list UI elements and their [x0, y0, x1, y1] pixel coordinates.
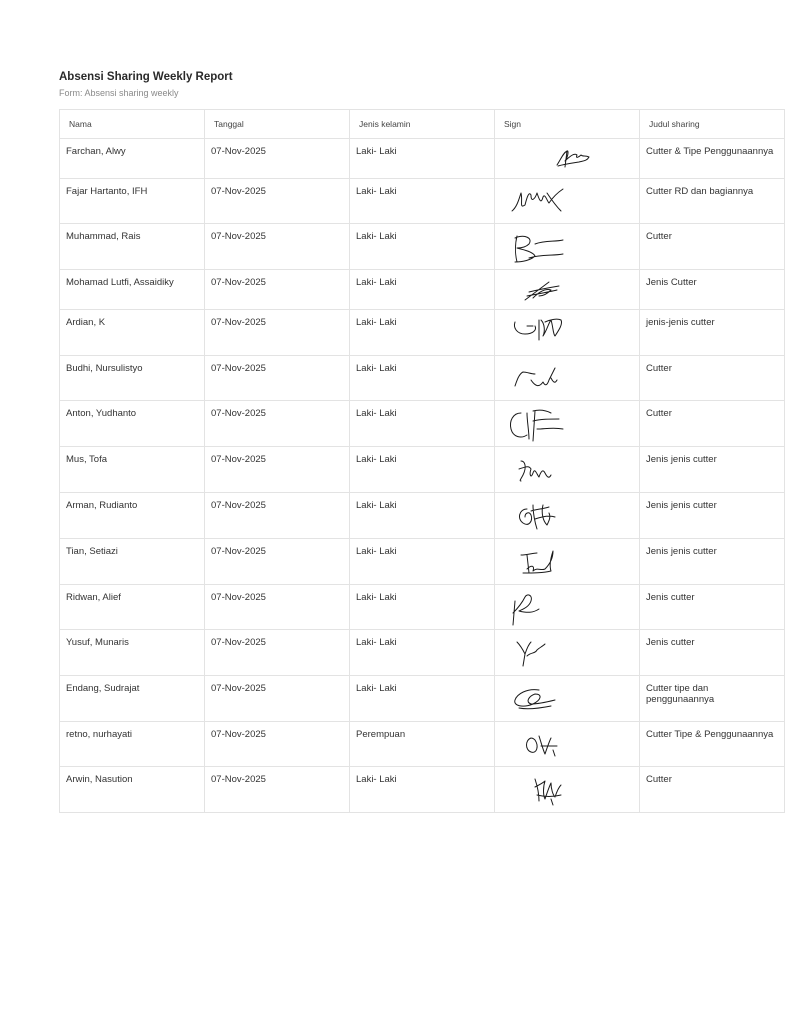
- table-row: [60, 310, 785, 356]
- cell-judul-sharing: Cutter: [640, 401, 785, 447]
- table-row: [60, 447, 785, 493]
- report-title: Absensi Sharing Weekly Report: [59, 71, 233, 83]
- cell-judul-sharing: Cutter RD dan bagiannya: [640, 179, 785, 224]
- column-header-judul-sharing: Judul sharing: [640, 110, 785, 139]
- cell-nama: Anton, Yudhanto: [60, 401, 205, 447]
- cell-sign: [495, 401, 640, 447]
- table-row: [60, 179, 785, 224]
- cell-sign: [495, 447, 640, 493]
- cell-jenis-kelamin: Laki- Laki: [350, 447, 495, 493]
- cell-judul-sharing: Jenis Cutter: [640, 270, 785, 310]
- cell-nama: Ridwan, Alief: [60, 585, 205, 630]
- cell-judul-sharing: Cutter: [640, 224, 785, 270]
- cell-sign: [495, 585, 640, 630]
- cell-sign: [495, 270, 640, 310]
- cell-nama: Arwin, Nasution: [60, 767, 205, 813]
- cell-tanggal: 07-Nov-2025: [205, 179, 350, 224]
- signature-image: [511, 314, 567, 346]
- column-header-jenis-kelamin: Jenis kelamin: [350, 110, 495, 139]
- cell-tanggal: 07-Nov-2025: [205, 676, 350, 722]
- cell-tanggal: 07-Nov-2025: [205, 447, 350, 493]
- signature-image: [517, 547, 557, 577]
- cell-judul-sharing: Jenis jenis cutter: [640, 493, 785, 539]
- table-row: [60, 270, 785, 310]
- cell-jenis-kelamin: Laki- Laki: [350, 356, 495, 401]
- cell-jenis-kelamin: Laki- Laki: [350, 585, 495, 630]
- cell-judul-sharing: Jenis jenis cutter: [640, 447, 785, 493]
- cell-jenis-kelamin: Laki- Laki: [350, 630, 495, 676]
- table-row: [60, 224, 785, 270]
- cell-tanggal: 07-Nov-2025: [205, 356, 350, 401]
- signature-image: [511, 366, 559, 392]
- cell-judul-sharing: jenis-jenis cutter: [640, 310, 785, 356]
- cell-judul-sharing: Cutter: [640, 767, 785, 813]
- cell-tanggal: 07-Nov-2025: [205, 493, 350, 539]
- signature-image: [507, 407, 565, 443]
- signature-image: [523, 732, 561, 760]
- cell-nama: retno, nurhayati: [60, 722, 205, 767]
- cell-nama: Mus, Tofa: [60, 447, 205, 493]
- cell-judul-sharing: Cutter: [640, 356, 785, 401]
- cell-sign: [495, 310, 640, 356]
- cell-sign: [495, 722, 640, 767]
- cell-jenis-kelamin: Perempuan: [350, 722, 495, 767]
- cell-nama: Muhammad, Rais: [60, 224, 205, 270]
- cell-jenis-kelamin: Laki- Laki: [350, 676, 495, 722]
- cell-jenis-kelamin: Laki- Laki: [350, 767, 495, 813]
- cell-sign: [495, 356, 640, 401]
- cell-tanggal: 07-Nov-2025: [205, 401, 350, 447]
- table-row: [60, 139, 785, 179]
- signature-image: [511, 232, 567, 266]
- cell-judul-sharing: Jenis cutter: [640, 630, 785, 676]
- table-row: [60, 539, 785, 585]
- signature-image: [509, 591, 543, 627]
- signature-image: [515, 457, 555, 485]
- table-row: [60, 356, 785, 401]
- table-row: [60, 676, 785, 722]
- cell-tanggal: 07-Nov-2025: [205, 630, 350, 676]
- cell-tanggal: 07-Nov-2025: [205, 585, 350, 630]
- column-header-tanggal: Tanggal: [205, 110, 350, 139]
- cell-tanggal: 07-Nov-2025: [205, 270, 350, 310]
- cell-judul-sharing: Cutter tipe dan penggunaannya: [640, 676, 785, 722]
- cell-nama: Fajar Hartanto, IFH: [60, 179, 205, 224]
- cell-jenis-kelamin: Laki- Laki: [350, 493, 495, 539]
- table-row: [60, 585, 785, 630]
- cell-tanggal: 07-Nov-2025: [205, 722, 350, 767]
- column-header-nama: Nama: [60, 110, 205, 139]
- cell-tanggal: 07-Nov-2025: [205, 310, 350, 356]
- cell-nama: Endang, Sudrajat: [60, 676, 205, 722]
- cell-sign: [495, 179, 640, 224]
- cell-sign: [495, 139, 640, 179]
- signature-image: [509, 185, 567, 217]
- cell-nama: Arman, Rudianto: [60, 493, 205, 539]
- cell-sign: [495, 493, 640, 539]
- cell-judul-sharing: Jenis cutter: [640, 585, 785, 630]
- cell-jenis-kelamin: Laki- Laki: [350, 179, 495, 224]
- signature-image: [553, 145, 595, 173]
- table-row: [60, 722, 785, 767]
- cell-jenis-kelamin: Laki- Laki: [350, 401, 495, 447]
- cell-nama: Yusuf, Munaris: [60, 630, 205, 676]
- cell-sign: [495, 676, 640, 722]
- cell-tanggal: 07-Nov-2025: [205, 139, 350, 179]
- cell-jenis-kelamin: Laki- Laki: [350, 270, 495, 310]
- signature-image: [521, 278, 563, 304]
- cell-judul-sharing: Jenis jenis cutter: [640, 539, 785, 585]
- attendance-table: [59, 109, 785, 813]
- cell-sign: [495, 224, 640, 270]
- table-header-row: [60, 110, 785, 139]
- cell-sign: [495, 767, 640, 813]
- signature-image: [531, 775, 565, 807]
- cell-tanggal: 07-Nov-2025: [205, 539, 350, 585]
- cell-nama: Ardian, K: [60, 310, 205, 356]
- cell-sign: [495, 539, 640, 585]
- report-subtitle: Form: Absensi sharing weekly: [59, 88, 179, 98]
- cell-nama: Mohamad Lutfi, Assaidiky: [60, 270, 205, 310]
- column-header-sign: Sign: [495, 110, 640, 139]
- cell-jenis-kelamin: Laki- Laki: [350, 310, 495, 356]
- cell-tanggal: 07-Nov-2025: [205, 224, 350, 270]
- table-row: [60, 630, 785, 676]
- report: [59, 70, 774, 785]
- table-row: [60, 401, 785, 447]
- signature-image: [513, 638, 547, 668]
- cell-jenis-kelamin: Laki- Laki: [350, 224, 495, 270]
- cell-jenis-kelamin: Laki- Laki: [350, 139, 495, 179]
- table-row: [60, 767, 785, 813]
- signature-image: [511, 686, 559, 712]
- cell-jenis-kelamin: Laki- Laki: [350, 539, 495, 585]
- attendance-table-wrapper: [59, 109, 774, 813]
- signature-image: [515, 499, 559, 533]
- cell-nama: Farchan, Alwy: [60, 139, 205, 179]
- cell-judul-sharing: Cutter & Tipe Penggunaannya: [640, 139, 785, 179]
- cell-judul-sharing: Cutter Tipe & Penggunaannya: [640, 722, 785, 767]
- cell-sign: [495, 630, 640, 676]
- cell-nama: Budhi, Nursulistyo: [60, 356, 205, 401]
- table-row: [60, 493, 785, 539]
- cell-tanggal: 07-Nov-2025: [205, 767, 350, 813]
- cell-nama: Tian, Setiazi: [60, 539, 205, 585]
